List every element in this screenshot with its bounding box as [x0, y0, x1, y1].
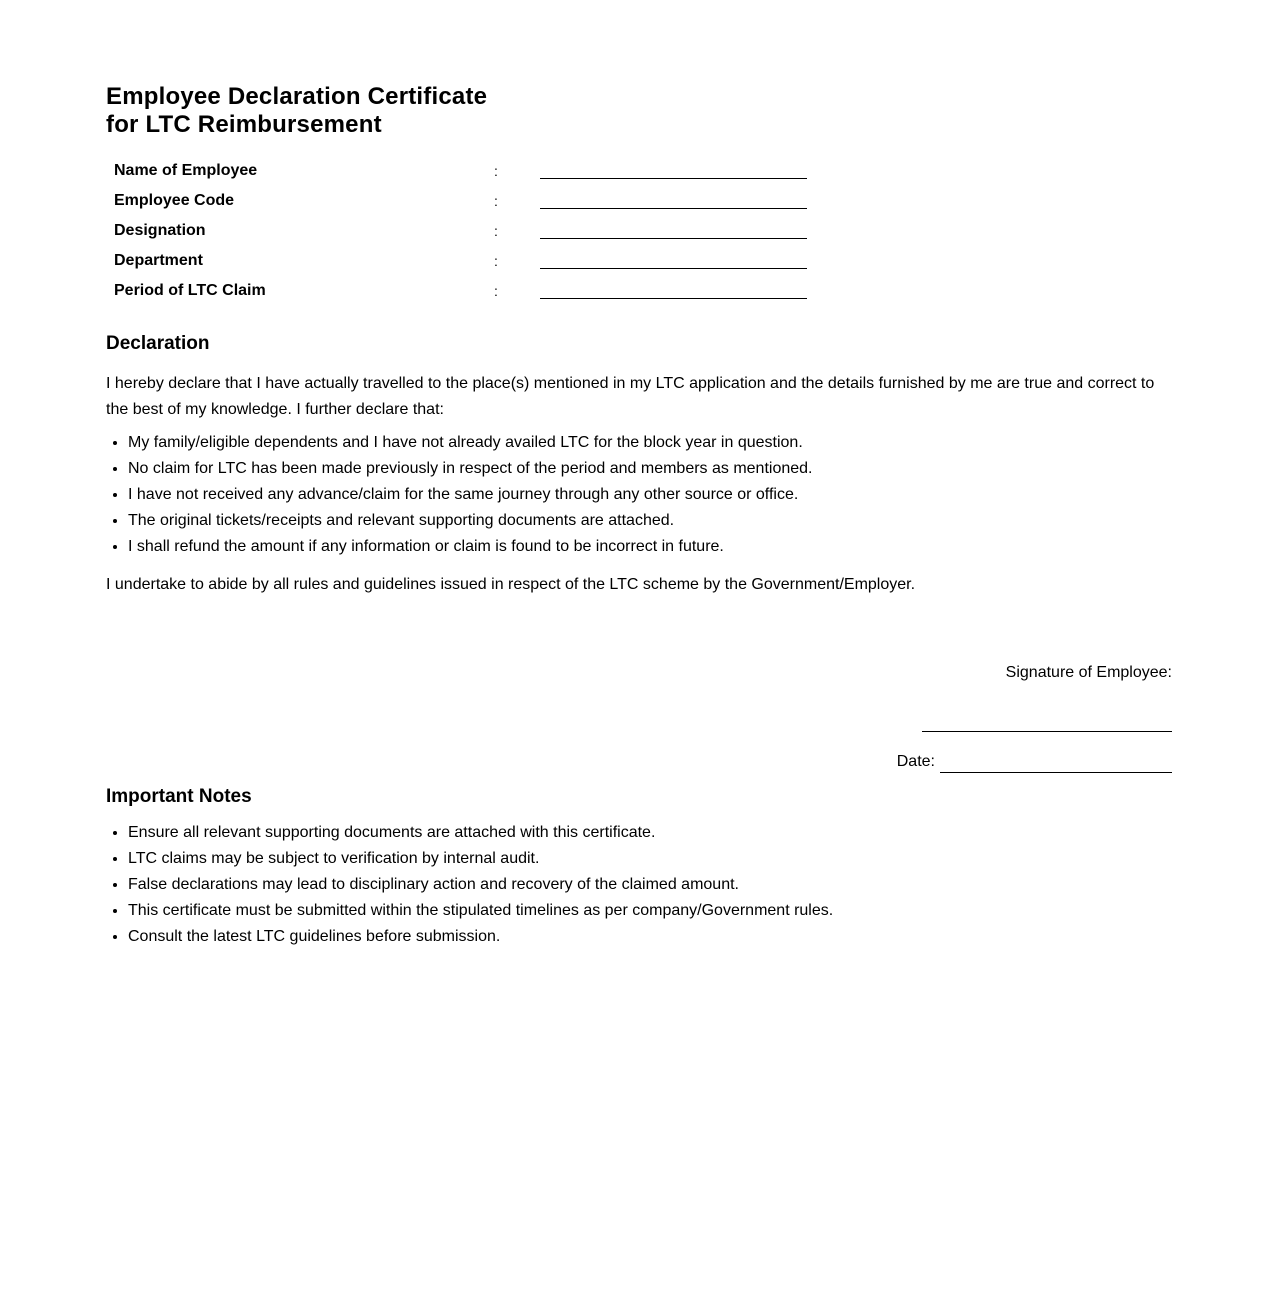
name-of-employee-blank-line[interactable]: [540, 178, 807, 179]
list-item: • LTC claims may be subject to verification by internal audit.: [128, 846, 833, 872]
field-label: Designation: [114, 222, 206, 239]
field-row-period-of-ltc-claim: [114, 276, 814, 306]
field-separator: :: [494, 223, 498, 239]
designation-blank-line[interactable]: [540, 238, 807, 239]
field-row-employee-code: [114, 186, 814, 216]
field-label: Department: [114, 252, 203, 269]
document-title: [106, 83, 487, 139]
date-row: [897, 751, 1172, 773]
title-line-2: for LTC Reimbursement: [106, 111, 382, 138]
list-item: • Ensure all relevant supporting documents are attached with this certificate.: [128, 820, 833, 846]
declaration-intro: I hereby declare that I have actually travelled to the place(s) mentioned in my LTC application and the details furnished by me are true and correct to the best of my knowledge. I further declare that:: [106, 375, 1155, 418]
employee-code-blank-line[interactable]: [540, 208, 807, 209]
field-row-name-of-employee: [114, 156, 814, 186]
declaration-closing: I undertake to abide by all rules and guidelines issued in respect of the LTC scheme by the Government/Employer.: [106, 576, 916, 593]
field-label: Name of Employee: [114, 162, 258, 179]
list-item: • I have not received any advance/claim for the same journey through any other source or office.: [128, 482, 813, 508]
field-row-designation: [114, 216, 814, 246]
list-item: • This certificate must be submitted within the stipulated timelines as per company/Government rules.: [128, 898, 833, 924]
list-item: • The original tickets/receipts and relevant supporting documents are attached.: [128, 508, 813, 534]
employee-details-form: [114, 156, 814, 306]
signature-label: Signature of Employee:: [1005, 664, 1172, 681]
field-separator: :: [494, 253, 498, 269]
signature-blank-line[interactable]: [922, 731, 1172, 732]
important-notes-list: [106, 820, 833, 950]
period-of-ltc-claim-blank-line[interactable]: [540, 298, 807, 299]
date-label: Date:: [896, 753, 935, 770]
declaration-heading: Declaration: [106, 333, 210, 354]
field-separator: :: [494, 283, 498, 299]
department-blank-line[interactable]: [540, 268, 807, 269]
field-row-department: [114, 246, 814, 276]
list-item: • My family/eligible dependents and I have not already availed LTC for the block year in question.: [128, 430, 813, 456]
list-item: • No claim for LTC has been made previously in respect of the period and members as mentioned.: [128, 456, 813, 482]
field-separator: :: [494, 193, 498, 209]
list-item: • False declarations may lead to disciplinary action and recovery of the claimed amount.: [128, 872, 833, 898]
field-label: Employee Code: [114, 192, 235, 209]
field-separator: :: [494, 163, 498, 179]
list-item: • I shall refund the amount if any information or claim is found to be incorrect in future.: [128, 534, 813, 560]
field-label: Period of LTC Claim: [114, 282, 266, 299]
date-blank-line[interactable]: [940, 754, 1172, 773]
important-notes-heading: Important Notes: [106, 786, 252, 807]
title-line-1: Employee Declaration Certificate: [106, 83, 488, 110]
list-item: • Consult the latest LTC guidelines before submission.: [128, 924, 833, 950]
declaration-list: [106, 430, 813, 560]
